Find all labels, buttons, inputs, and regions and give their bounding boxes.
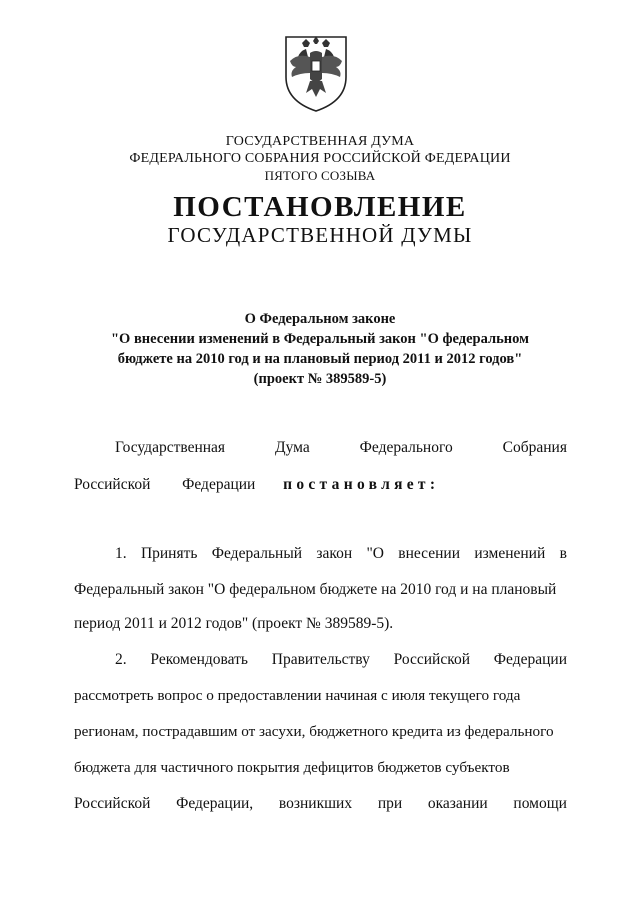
document-issuer-heading: ГОСУДАРСТВЕННОЙ ДУМЫ bbox=[167, 223, 473, 247]
preamble-word: Дума bbox=[275, 439, 310, 456]
preamble-word: Собрания bbox=[502, 439, 567, 456]
item2-word: Рекомендовать bbox=[150, 651, 248, 668]
item2-word: помощи bbox=[513, 795, 567, 812]
item1-word: 1. bbox=[115, 545, 127, 562]
preamble-word: Российской bbox=[74, 476, 151, 493]
item2-line-2: рассмотреть вопрос о предоставлении начиная с июля текущего года bbox=[74, 687, 521, 704]
header-line-2: ФЕДЕРАЛЬНОГО СОБРАНИЯ РОССИЙСКОЙ ФЕДЕРАЦИИ bbox=[129, 151, 511, 166]
item2-word: Федерации bbox=[493, 651, 567, 668]
double-headed-eagle-icon bbox=[280, 33, 352, 113]
item2-word: возникших bbox=[278, 795, 353, 812]
item1-word: закон bbox=[316, 545, 353, 562]
item1-word: внесении bbox=[398, 545, 461, 562]
item2-line-1 bbox=[115, 650, 567, 670]
item2-line-5 bbox=[74, 794, 567, 814]
item2-word: Федерации, bbox=[176, 795, 254, 812]
title-line-4: (проект № 389589-5) bbox=[253, 371, 387, 387]
title-line-1: О Федеральном законе bbox=[244, 311, 396, 327]
item1-word: "О bbox=[366, 545, 384, 562]
item2-word: при bbox=[377, 795, 403, 812]
item2-word: оказании bbox=[427, 795, 488, 812]
item1-line-2: Федеральный закон "О федеральном бюджете на 2010 год и на плановый bbox=[74, 581, 557, 598]
preamble-line-2 bbox=[74, 475, 567, 495]
document-type-heading: ПОСТАНОВЛЕНИЕ bbox=[173, 191, 467, 223]
item1-word: Принять bbox=[140, 545, 198, 562]
header-line-3: ПЯТОГО СОЗЫВА bbox=[264, 168, 376, 183]
item2-line-3: регионам, пострадавшим от засухи, бюджетного кредита из федерального bbox=[74, 723, 554, 740]
title-line-3: бюджете на 2010 год и на плановый период 2011 и 2012 годов" bbox=[117, 351, 523, 367]
title-line-2: "О внесении изменений в Федеральный закон "О федеральном bbox=[110, 331, 529, 347]
item1-line-1 bbox=[115, 544, 567, 564]
item1-word: Федеральный bbox=[211, 545, 303, 562]
item2-word: 2. bbox=[115, 651, 127, 668]
decree-verb: постановляет: bbox=[283, 476, 440, 493]
preamble-word: Федерации bbox=[182, 476, 256, 493]
item1-line-3: период 2011 и 2012 годов" (проект № 389589-5). bbox=[74, 615, 394, 632]
item2-word: Российской bbox=[74, 795, 151, 812]
preamble-word: Государственная bbox=[115, 439, 226, 456]
preamble-word: Федерального bbox=[359, 439, 453, 456]
preamble-line-1 bbox=[115, 438, 567, 458]
item2-word: Российской bbox=[393, 651, 471, 668]
item2-line-4: бюджета для частичного покрытия дефицитов бюджетов субъектов bbox=[74, 759, 510, 776]
item1-word: изменений bbox=[474, 545, 546, 562]
header-line-1: ГОСУДАРСТВЕННАЯ ДУМА bbox=[225, 134, 415, 149]
coat-of-arms-emblem bbox=[280, 33, 352, 113]
item2-word: Правительству bbox=[271, 651, 370, 668]
item1-word: в bbox=[559, 545, 567, 562]
